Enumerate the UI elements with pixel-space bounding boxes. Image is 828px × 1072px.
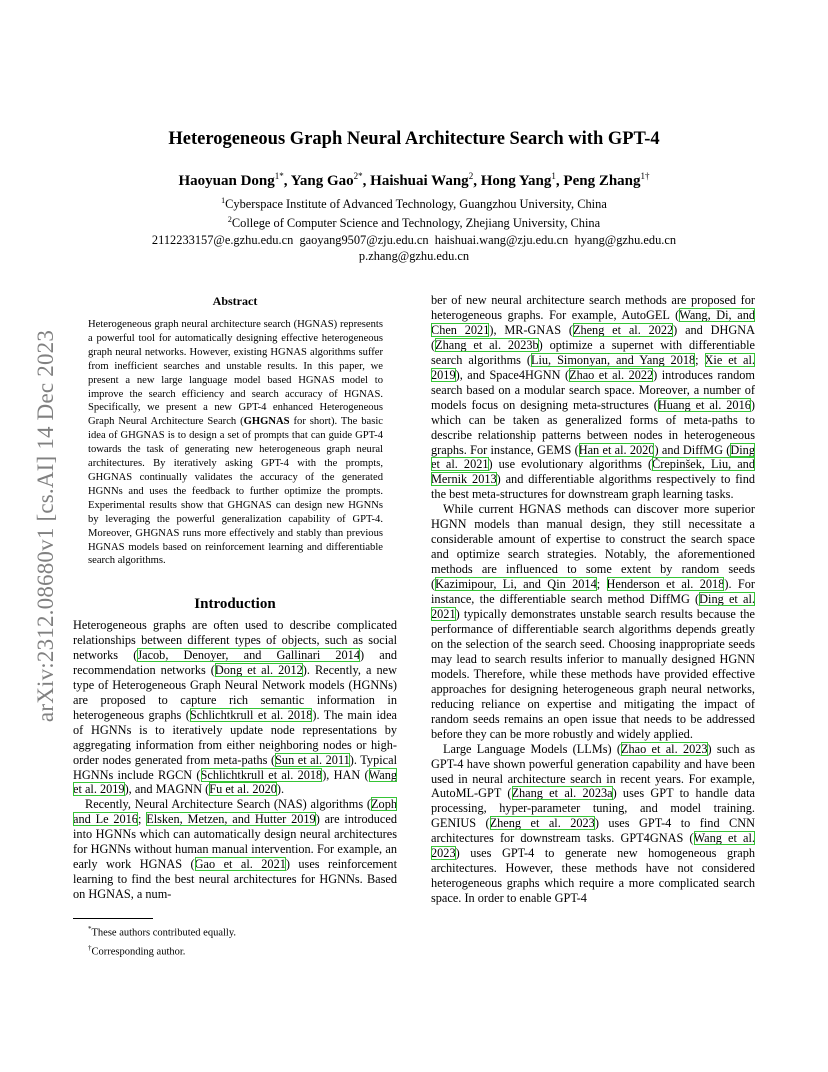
citation-link[interactable]: Wang, Di, and Chen 2021	[431, 307, 755, 337]
text-run: ) typically demonstrates unstable search results because the performance of differentiable search algorithms depends greatly on the selection of the search seed. Choosing inappropriate seeds may lead to search results inferior to manually designed HGNN models. Therefore, while these methods have provided effective approaches for designing heterogeneous graph neural networks, reducing reliance on expertise and mitigating the impact of random seeds remains an open issue that needs to be addressed before they can be more robustly and widely applied.	[431, 607, 755, 741]
paragraph	[73, 618, 397, 797]
text-run: ) and DHGNA (	[431, 322, 756, 352]
text-run: ) such as GPT-4 have shown powerful generation capability and have been used in neural architecture search in recent years. For example, AutoML-GPT (	[431, 741, 755, 801]
text-run: ) uses reinforcement learning to find the best neural architectures for HGNNs. Based on HGNAS, a num-	[73, 857, 397, 902]
affiliation-2: $^2$College of Computer Science and Technology, Zhejiang University, China	[227, 215, 601, 231]
citation-link[interactable]: Jacob, Denoyer, and Gallinari 2014	[137, 647, 360, 662]
footnote-rule	[73, 918, 153, 919]
text-run: Recently, Neural Architecture Search (NAS) algorithms (	[85, 797, 372, 812]
text-run: ber of new neural architecture search methods are proposed for heterogeneous graphs. For example, AutoGEL (	[431, 293, 755, 322]
author-affiliation-mark: 1†	[640, 171, 650, 181]
author-affiliation-mark: 1	[551, 171, 556, 181]
citation-link[interactable]: Zhao et al. 2023	[621, 741, 708, 756]
emails-line-1: 2112233157@e.gzhu.edu.cn gaoyang9507@zju.edu.cn haishuai.wang@zju.edu.cn hyang@gzhu.edu.cn	[151, 232, 677, 247]
citation-link[interactable]: Zoph and Le 2016	[73, 797, 397, 827]
bold-text: GHGNAS	[243, 416, 290, 428]
text-run: ). Recently, a new type of Heterogeneous Graph Neural Network models (HGNNs) are proposed to capture rich semantic information in heterogeneous graphs (	[73, 662, 397, 722]
right-column-body	[431, 293, 755, 906]
text-run: ) uses GPT-4 to generate new homogeneous graph architectures. However, these methods have not considered heterogeneous graphs which require a more complicated search space. In order to enable GPT-4	[431, 846, 755, 906]
text-run: ;	[695, 352, 705, 367]
text-run: ) uses GPT-4 to find CNN architectures for downstream tasks. GPT4GNAS (	[431, 816, 755, 846]
citation-link[interactable]: Zheng et al. 2023	[489, 816, 595, 831]
author-name: Yang Gao	[290, 173, 354, 189]
text-run: ), and MAGNN (	[124, 782, 210, 797]
text-run: ). Typical HGNNs include RGCN (	[73, 752, 397, 782]
citation-link[interactable]: Wang et al. 2023	[431, 831, 755, 861]
abstract-heading: Abstract	[212, 294, 258, 308]
paragraph	[431, 742, 755, 906]
text-run: ), HAN (	[322, 767, 369, 782]
citation-link[interactable]: Zheng et al. 2022	[572, 322, 674, 337]
text-run: ) optimize a supernet with differentiable search algorithms (	[431, 337, 755, 367]
footnotes	[73, 922, 397, 959]
text-run: ;	[137, 812, 147, 827]
text-run: ) and DiffMG (	[654, 442, 731, 457]
citation-link[interactable]: Liu, Simonyan, and Yang 2018	[530, 352, 696, 367]
author-name: Hong Yang	[480, 173, 552, 189]
text-run: Heterogeneous graph neural architecture search (HGNAS) represents a powerful tool for automatically designing effective heterogeneous graph neural networks. However, existing HGNAS algorithms suffer from inefficient searches and unstable results. In this paper, we present a new large language model based HGNAS model to improve the search efficiency and search accuracy of HGNAS. Specifically, we present a new GPT-4 enhanced Heterogeneous Graph Neural Architecture Search (	[88, 319, 383, 428]
author-affiliation-mark: 1*	[274, 171, 284, 181]
text-run: ) and recommendation networks (	[73, 647, 397, 677]
text-run: ). For instance, the differentiable search method DiffMG (	[431, 577, 755, 607]
abstract-text	[88, 318, 383, 568]
citation-link[interactable]: Dong et al. 2012	[214, 662, 303, 677]
author-affiliation-mark: 2	[468, 171, 474, 181]
paragraph	[73, 797, 397, 902]
citation-link[interactable]: Črepinšek, Liu, and Mernik 2013	[431, 457, 755, 487]
text-run: ). The main idea of HGNNs is to iteratively update node representations by aggregating information from either neighboring nodes or high-order nodes generated from meta-paths (	[73, 707, 397, 767]
text-run: ) uses GPT to handle data processing, hyper-parameter tuning, and model training. GENIUS (	[431, 786, 755, 831]
paper-title: Heterogeneous Graph Neural Architecture Search with GPT-4	[168, 129, 660, 149]
citation-link[interactable]: Xie et al. 2019	[431, 352, 755, 382]
citation-link[interactable]: Zhang et al. 2023a	[511, 786, 613, 801]
citation-link[interactable]: Schlichtkrull et al. 2018	[189, 707, 313, 722]
citation-link[interactable]: Kazimipour, Li, and Qin 2014	[435, 577, 597, 592]
left-column-body	[73, 618, 397, 902]
citation-link[interactable]: Ding et al. 2021	[431, 442, 755, 472]
paragraph	[431, 502, 755, 741]
text-run: ;	[596, 577, 607, 592]
paragraph	[431, 293, 755, 502]
text-run: Large Language Models (LLMs) (	[443, 741, 621, 756]
citation-link[interactable]: Han et al. 2020	[578, 442, 655, 457]
text-run: for short). The basic idea of GHGNAS is to design a set of prompts that can guide GPT-4 towards the task of generating new heterogeneous graph neural architectures. By iteratively asking GPT-4 with the prompts, GHGNAS continually validates the accuracy of the generated HGNNs and uses the feedback to further optimize the prompts. Experimental results show that GHGNAS can design new HGNNs by leveraging the powerful generalization capability of GPT-4. Moreover, GHGNAS runs more effectively and stably than previous HGNAS models based on reinforcement learning and differentiable search algorithms.	[88, 416, 383, 567]
author-affiliation-mark: 2*	[353, 171, 363, 181]
citation-link[interactable]: Henderson et al. 2018	[606, 577, 725, 592]
affiliation-1: $^1$Cyberspace Institute of Advanced Technology, Guangzhou University, China	[221, 196, 607, 212]
emails-line-2: p.zhang@gzhu.edu.cn	[358, 248, 470, 263]
introduction-heading: Introduction	[194, 596, 276, 612]
citation-link[interactable]: Elsken, Metzen, and Hutter 2019	[146, 812, 316, 827]
footnote-equal-contribution: *These authors contributed equally.	[88, 925, 237, 939]
citation-link[interactable]: Sun et al. 2011	[275, 752, 350, 767]
citation-link[interactable]: Fu et al. 2020	[209, 782, 277, 797]
text-run: ), MR-GNAS (	[489, 322, 573, 337]
text-run: Heterogeneous graphs are often used to describe complicated relationships between different types of objects, such as social networks (	[73, 618, 397, 662]
citation-link[interactable]: Wang et al. 2019	[73, 767, 397, 797]
author-name: Peng Zhang	[563, 173, 641, 189]
citation-link[interactable]: Huang et al. 2016	[657, 397, 751, 412]
text-run: ) introduces random search based on a modular search space. Moreover, a number of models focus on designing meta-structures (	[431, 367, 755, 412]
citation-link[interactable]: Ding et al. 2021	[431, 592, 755, 622]
text-run: ) which can be taken as generalized forms of meta-paths to describe relationship patterns between nodes in heterogeneous graphs. For instance, GEMS (	[431, 397, 755, 457]
text-run: ) use evolutionary algorithms (	[488, 457, 653, 472]
footnote-corresponding-author: †Corresponding author.	[88, 943, 186, 957]
text-run: ) are introduced into HGNNs which can automatically design neural architectures for HGNNs without human manual intervention. For example, an early work HGNAS (	[73, 812, 398, 872]
arxiv-id: arXiv:2312.08680v1 [cs.AI] 14 Dec 2023	[33, 329, 59, 723]
citation-link[interactable]: Schlichtkrull et al. 2018	[200, 767, 323, 782]
citation-link[interactable]: Zhang et al. 2023b	[435, 337, 539, 352]
author-list: Haoyuan Dong$^{1*}$, Yang Gao$^{2*}$, Haishuai Wang$^2$, Hong Yang$^1$, Peng Zhang$^{1\dagger}$	[178, 171, 650, 189]
affiliations	[80, 193, 748, 264]
author-name: Haishuai Wang	[370, 173, 469, 189]
author-name: Haoyuan Dong	[178, 173, 275, 189]
citation-link[interactable]: Zhao et al. 2022	[569, 367, 654, 382]
text-run: ).	[276, 782, 285, 797]
text-run: While current HGNAS methods can discover more superior HGNN models than manual design, they still necessitate a considerable amount of expertise to construct the search space and optimize search strategies. Notably, the aforementioned methods are influenced to some extent by random seeds (	[431, 502, 755, 592]
arxiv-stamp	[26, 296, 66, 756]
citation-link[interactable]: Gao et al. 2021	[194, 857, 286, 872]
text-run: ) and differentiable algorithms respectively to find the best meta-structures for downstream graph learning tasks.	[431, 472, 755, 502]
text-run: ), and Space4HGNN (	[455, 367, 570, 382]
